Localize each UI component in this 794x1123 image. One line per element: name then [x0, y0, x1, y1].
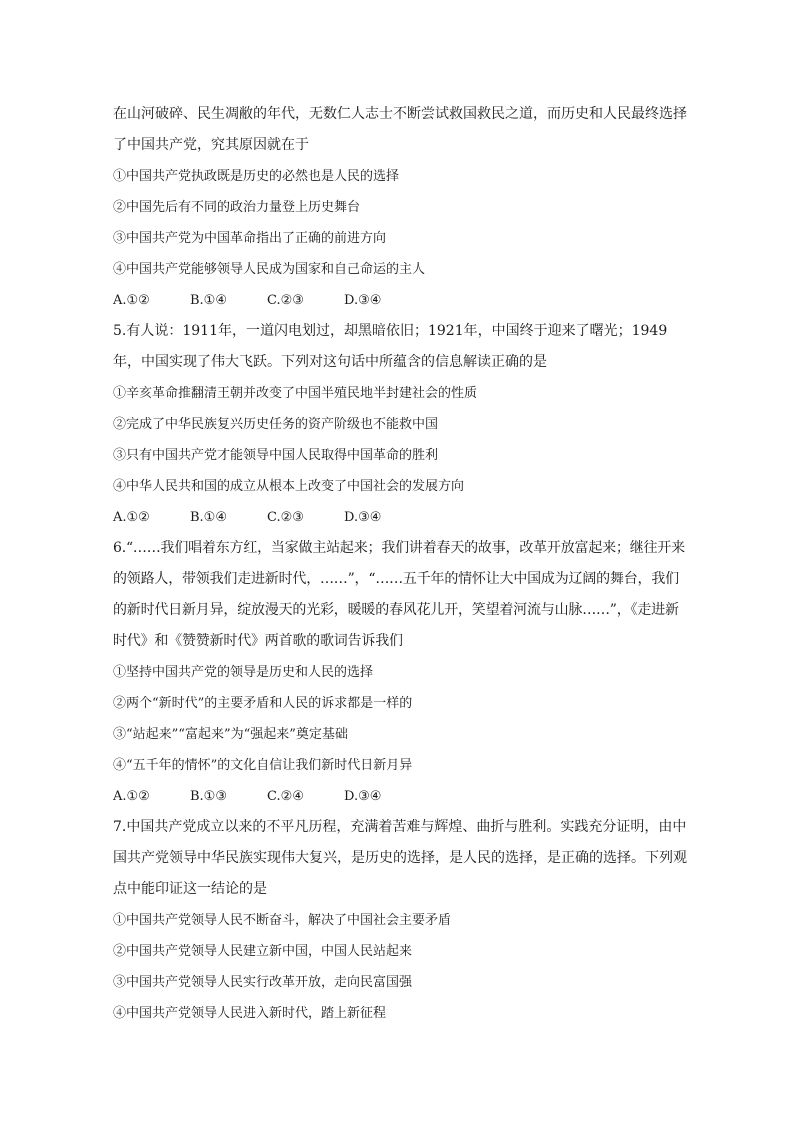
page-content [113, 99, 688, 1029]
question-5 [113, 316, 688, 533]
choice-d: D.③④ [344, 293, 382, 308]
question-stem: 在山河破碎、民生凋敝的年代，无数仁人志士不断尝试救国救民之道，而历史和人民最终选择了中国共产党，究其原因就在于 [113, 106, 687, 153]
choice-b: B.①③ [190, 789, 227, 804]
option-statement: ③只有中国共产党才能领导中国人民取得中国革命的胜利 [113, 448, 439, 463]
choice-c: C.②③ [267, 293, 304, 308]
option-statement: ①坚持中国共产党的领导是历史和人民的选择 [113, 665, 374, 680]
option-statement: ③中国共产党为中国革命指出了正确的前进方向 [113, 231, 387, 246]
choice-c: C.②③ [267, 510, 304, 525]
question-6 [113, 533, 688, 812]
choice-a: A.①② [113, 510, 150, 525]
question-stem: 5.有人说：1911年，一道闪电划过，却黑暗依旧；1921年，中国终于迎来了曙光；1949年，中国实现了伟大飞跃。下列对这句话中所蕴含的信息解读正确的是 [113, 323, 668, 370]
choice-b: B.①④ [190, 510, 227, 525]
option-statement: ①中国共产党领导人民不断奋斗，解决了中国社会主要矛盾 [113, 913, 452, 928]
option-statement: ③“站起来”“富起来”为“强起来”奠定基础 [113, 727, 348, 742]
option-statement: ②中国共产党领导人民建立新中国，中国人民站起来 [113, 944, 413, 959]
option-statement: ④中国共产党能够领导人民成为国家和自己命运的主人 [113, 262, 426, 277]
choice-a: A.①② [113, 293, 150, 308]
choice-d: D.③④ [344, 789, 382, 804]
choice-b: B.①④ [190, 293, 227, 308]
option-statement: ④“五千年的情怀”的文化自信让我们新时代日新月异 [113, 758, 413, 773]
question-stem: 6.“……我们唱着东方红，当家做主站起来；我们讲着春天的故事，改革开放富起来；继往开来的领路人，带领我们走进新时代，……”，“……五千年的情怀让大中国成为辽阔的舞台，我们的新时代日新月异，绽放漫天的光彩，暖暖的春风花儿开，笑望着河流与山脉……”，《走进新时代》和《赞赞新时代》两首歌的歌词告诉我们 [113, 540, 685, 649]
question-intro [113, 99, 688, 316]
option-statement: ④中华人民共和国的成立从根本上改变了中国社会的发展方向 [113, 479, 465, 494]
choice-a: A.①② [113, 789, 150, 804]
option-statement: ②完成了中华民族复兴历史任务的资产阶级也不能救中国 [113, 417, 439, 432]
option-statement: ④中国共产党领导人民进入新时代，踏上新征程 [113, 1006, 387, 1021]
answer-choices [113, 502, 688, 533]
option-statement: ②中国先后有不同的政治力量登上历史舞台 [113, 200, 361, 215]
choice-d: D.③④ [344, 510, 382, 525]
question-stem: 7.中国共产党成立以来的不平凡历程，充满着苦难与辉煌、曲折与胜利。实践充分证明，由中国共产党领导中华民族实现伟大复兴，是历史的选择，是人民的选择，是正确的选择。下列观点中能印证这一结论的是 [113, 819, 687, 897]
option-statement: ①辛亥革命推翻清王朝并改变了中国半殖民地半封建社会的性质 [113, 386, 478, 401]
choice-c: C.②④ [267, 789, 304, 804]
answer-choices [113, 781, 688, 812]
option-statement: ③中国共产党领导人民实行改革开放，走向民富国强 [113, 975, 413, 990]
answer-choices [113, 285, 688, 316]
question-7 [113, 812, 688, 1029]
option-statement: ①中国共产党执政既是历史的必然也是人民的选择 [113, 169, 400, 184]
option-statement: ②两个“新时代”的主要矛盾和人民的诉求都是一样的 [113, 696, 413, 711]
